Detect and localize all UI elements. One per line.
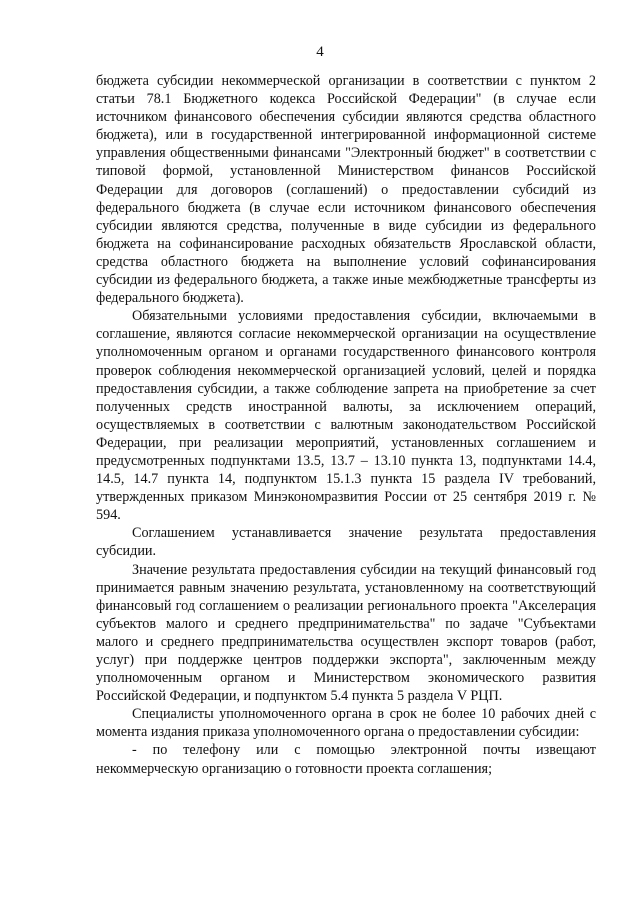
page-number: 4 <box>316 44 324 60</box>
paragraph-4: Значение результата предоставления субсидии на текущий финансовый год принимается равным значению результата, установленному на соответствующий финансовый год соглашением о реализации регионального проекта "Акселерация субъектов малого и среднего предпринимательства" по задаче "Субъектами малого и среднего предпринимательства осуществлен экспорт товаров (работ, услуг) при поддержке центров поддержки экспорта", заключенным между уполномоченным органом и Министерством экономического развития Российской Федерации, и подпунктом 5.4 пункта 5 раздела V РЦП. <box>96 561 596 705</box>
paragraph-6: - по телефону или с помощью электронной почты извещают некоммерческую организацию о готовности проекта соглашения; <box>96 742 596 777</box>
paragraph-1: бюджета субсидии некоммерческой организации в соответствии с пунктом 2 статьи 78.1 Бюджетного кодекса Российской Федерации" (в случае если источником финансового обеспечения субсидии являются средства областного бюджета), или в государственной интегрированной информационной системе управления общественными финансами "Электронный бюджет" в соответствии с типовой формой, установленной Министерством финансов Российской Федерации для договоров (соглашений) о предоставлении субсидий из федерального бюджета (в случае если источником финансового обеспечения субсидии являются средства, полученные в виде субсидии из федерального бюджета на софинансирование расходных обязательств Ярославской области, средства областного бюджета на выполнение условий софинансирования субсидии из федерального бюджета, а также иные межбюджетные трансферты из федерального бюджета). <box>96 73 596 307</box>
paragraph-3: Соглашением устанавливается значение результата предоставления субсидии. <box>96 525 596 560</box>
document-body <box>96 72 596 778</box>
paragraph-2: Обязательными условиями предоставления субсидии, включаемыми в соглашение, являются согласие некоммерческой организации на осуществление уполномоченным органом и органами государственного финансового контроля проверок соблюдения некоммерческой организацией условий, целей и порядка предоставления субсидии, а также соблюдение запрета на приобретение за счет полученных средств иностранной валюты, за исключением операций, осуществляемых в соответствии с валютным законодательством Российской Федерации, при реализации мероприятий, установленных соглашением и предусмотренных подпунктами 13.5, 13.7 – 13.10 пункта 13, подпунктами 14.4, 14.5, 14.7 пункта 14, подпунктом 15.1.3 пункта 15 раздела IV требований, утвержденных приказом Минэкономразвития России от 25 сентября 2019 г. № 594. <box>96 308 596 524</box>
paragraph-5: Специалисты уполномоченного органа в срок не более 10 рабочих дней с момента издания приказа уполномоченного органа о предоставлении субсидии: <box>96 706 596 741</box>
